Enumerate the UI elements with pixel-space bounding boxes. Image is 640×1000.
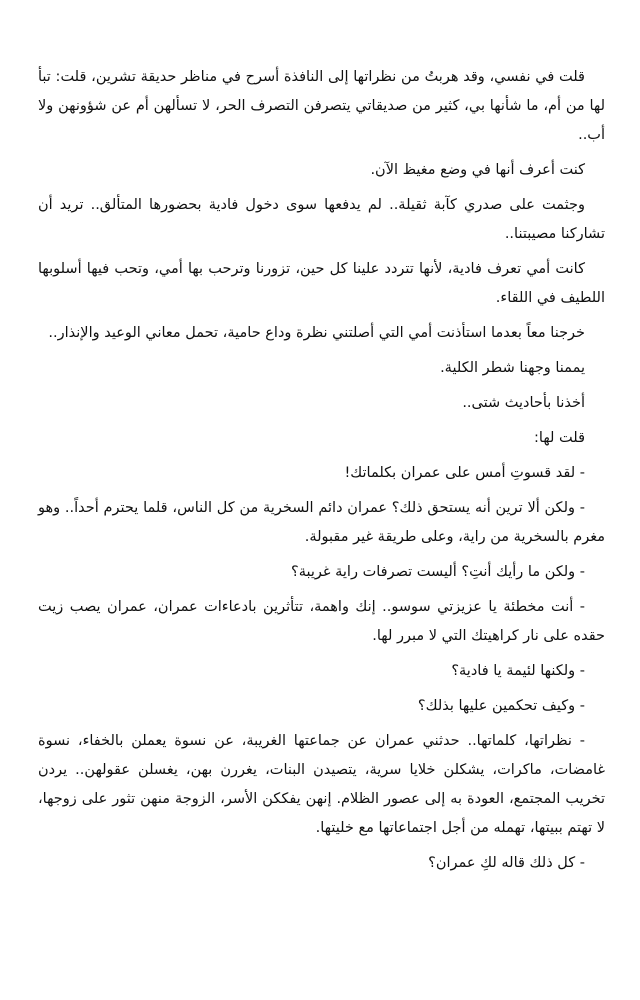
paragraph: كنت أعرف أنها في وضع مغيظ الآن.	[370, 162, 585, 178]
dialogue-line: - كل ذلك قاله لكِ عمران؟	[428, 855, 585, 871]
dialogue-line: - أنت مخطئة يا عزيزتي سوسو.. إنك واهمة، تتأثرين بادعاءات عمران، عمران يصب زيت حقده على نار كراهيتك التي لا مبرر لها.	[38, 599, 605, 644]
paragraph: أخذنا بأحاديث شتى..	[462, 395, 585, 411]
dialogue-line: - ولكن ما رأيك أنتِ؟ أليست تصرفات راية غريبة؟	[291, 564, 585, 580]
dialogue-line: - وكيف تحكمين عليها بذلك؟	[417, 698, 585, 714]
paragraph: كانت أمي تعرف فادية، لأنها تتردد علينا كل حين، تزورنا وترحب بها أمي، وتحب فيها أسلوبها اللطيف في اللقاء.	[38, 261, 605, 306]
dialogue-line: - ولكن ألا ترين أنه يستحق ذلك؟ عمران دائم السخرية من كل الناس، قلما يحترم أحداً.. وهو مغرم بالسخرية من راية، وعلى طريقة غير مقبولة.	[38, 500, 605, 545]
paragraph: قلت لها:	[534, 430, 585, 446]
dialogue-line: - ولكنها لئيمة يا فادية؟	[451, 663, 585, 679]
dialogue-line: - لقد قسوتِ أمس على عمران بكلماتك!	[344, 465, 585, 481]
document-page	[38, 63, 605, 884]
paragraph: وجثمت على صدري كآبة ثقيلة.. لم يدفعها سوى دخول فادية بحضورها المتألق.. تريد أن تشاركنا مصيبتنا..	[38, 197, 605, 242]
paragraph: خرجنا معاً بعدما استأذنت أمي التي أصلتني نظرة وداع حامية، تحمل معاني الوعيد والإنذار..	[48, 325, 585, 341]
paragraph: قلت في نفسي، وقد هربتُ من نظراتها إلى النافذة أسرح في مناظر حديقة تشرين، قلت: تبأ لها من أم، ما شأنها بي، كثير من صديقاتي يتصرفن التصرف الحر، لا تسألهن أم عن شؤونهن ولا أب..	[38, 69, 605, 143]
paragraph: يممنا وجهنا شطر الكلية.	[440, 360, 585, 376]
dialogue-line: - نظراتها، كلماتها.. حدثني عمران عن جماعتها الغريبة، عن نسوة يعملن بالخفاء، نسوة غامضات، ماكرات، يشكلن خلايا سرية، يتصيدن البنات، يغررن بهن، يغسلن عقولهن.. يردن تخريب المجتمع، العودة به إلى عصور الظلام. إنهن يفككن الأسر، الزوجة منهن تثور على زوجها، لا تهتم ببيتها، تهمله من أجل اجتماعاتها مع خليتها.	[38, 733, 605, 836]
